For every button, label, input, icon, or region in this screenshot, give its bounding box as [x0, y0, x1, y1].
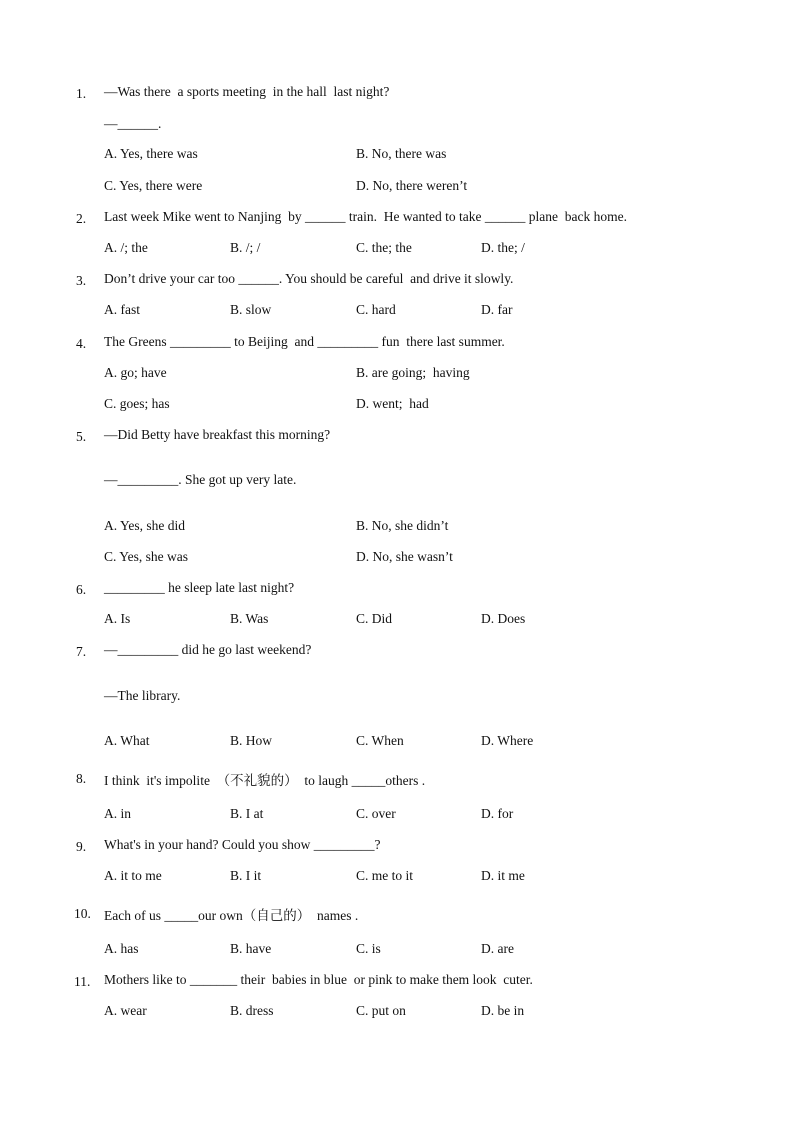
option-d: D. the; / — [481, 240, 525, 255]
question-stem: Each of us _____our own（自己的） names . — [104, 908, 359, 923]
question-stem: Mothers like to _______ their babies in blue or pink to make them look cuter. — [104, 972, 533, 987]
option-a: A. What — [104, 733, 150, 748]
question-number: 6. — [76, 582, 87, 597]
option-b: B. How — [230, 733, 273, 748]
question-number: 4. — [76, 336, 87, 351]
question-number: 1. — [76, 86, 87, 101]
option-c: C. goes; has — [104, 396, 170, 411]
option-c: C. Did — [356, 611, 393, 626]
option-b: B. are going; having — [356, 365, 470, 380]
question-stem: —Did Betty have breakfast this morning? — [104, 427, 331, 442]
option-c: C. over — [356, 806, 396, 821]
question-stem: _________ he sleep late last night? — [104, 580, 295, 595]
option-b: B. have — [230, 941, 272, 956]
option-c: C. Yes, she was — [104, 549, 189, 564]
option-c: C. the; the — [356, 240, 412, 255]
option-d: D. for — [481, 806, 514, 821]
option-a: A. wear — [104, 1003, 147, 1018]
question-number: 9. — [76, 839, 87, 854]
option-d: D. are — [481, 941, 514, 956]
option-d: D. it me — [481, 868, 525, 883]
answer-line: —______. — [104, 116, 162, 131]
option-d: D. No, she wasn’t — [356, 549, 453, 564]
option-a: A. in — [104, 806, 131, 821]
question-number: 3. — [76, 273, 87, 288]
question-number: 7. — [76, 644, 87, 659]
question-number: 10. — [74, 906, 91, 921]
option-b: B. I at — [230, 806, 264, 821]
option-d: D. went; had — [356, 396, 429, 411]
option-a: A. Yes, she did — [104, 518, 186, 533]
option-c: C. put on — [356, 1003, 406, 1018]
option-a: A. Is — [104, 611, 131, 626]
question-number: 2. — [76, 211, 87, 226]
option-c: C. me to it — [356, 868, 413, 883]
option-a: A. go; have — [104, 365, 167, 380]
option-b: B. /; / — [230, 240, 261, 255]
option-d: D. No, there weren’t — [356, 178, 468, 193]
option-a: A. /; the — [104, 240, 148, 255]
answer-line: —_________. She got up very late. — [104, 472, 297, 487]
answer-line: —The library. — [104, 688, 181, 703]
option-a: A. Yes, there was — [104, 146, 198, 161]
option-b: B. No, she didn’t — [356, 518, 449, 533]
option-c: C. When — [356, 733, 404, 748]
question-stem: The Greens _________ to Beijing and _________ fun there last summer. — [104, 334, 505, 349]
option-b: B. slow — [230, 302, 272, 317]
question-number: 11. — [74, 974, 91, 989]
question-stem: —Was there a sports meeting in the hall last night? — [104, 84, 390, 99]
option-c: C. hard — [356, 302, 396, 317]
question-number: 8. — [76, 771, 87, 786]
option-c: C. is — [356, 941, 381, 956]
option-d: D. be in — [481, 1003, 525, 1018]
option-c: C. Yes, there were — [104, 178, 203, 193]
option-a: A. has — [104, 941, 139, 956]
question-stem: —_________ did he go last weekend? — [104, 642, 312, 657]
option-d: D. far — [481, 302, 513, 317]
question-stem: What's in your hand? Could you show _________? — [104, 837, 381, 852]
option-b: B. I it — [230, 868, 262, 883]
option-a: A. it to me — [104, 868, 162, 883]
question-stem: Don’t drive your car too ______. You should be careful and drive it slowly. — [104, 271, 514, 286]
option-b: B. dress — [230, 1003, 274, 1018]
question-number: 5. — [76, 429, 87, 444]
question-stem: I think it's impolite （不礼貌的） to laugh _____others . — [104, 773, 426, 788]
option-d: D. Does — [481, 611, 526, 626]
option-b: B. Was — [230, 611, 269, 626]
option-a: A. fast — [104, 302, 140, 317]
question-stem: Last week Mike went to Nanjing by ______ train. He wanted to take ______ plane back home. — [104, 209, 627, 224]
option-b: B. No, there was — [356, 146, 447, 161]
option-d: D. Where — [481, 733, 534, 748]
